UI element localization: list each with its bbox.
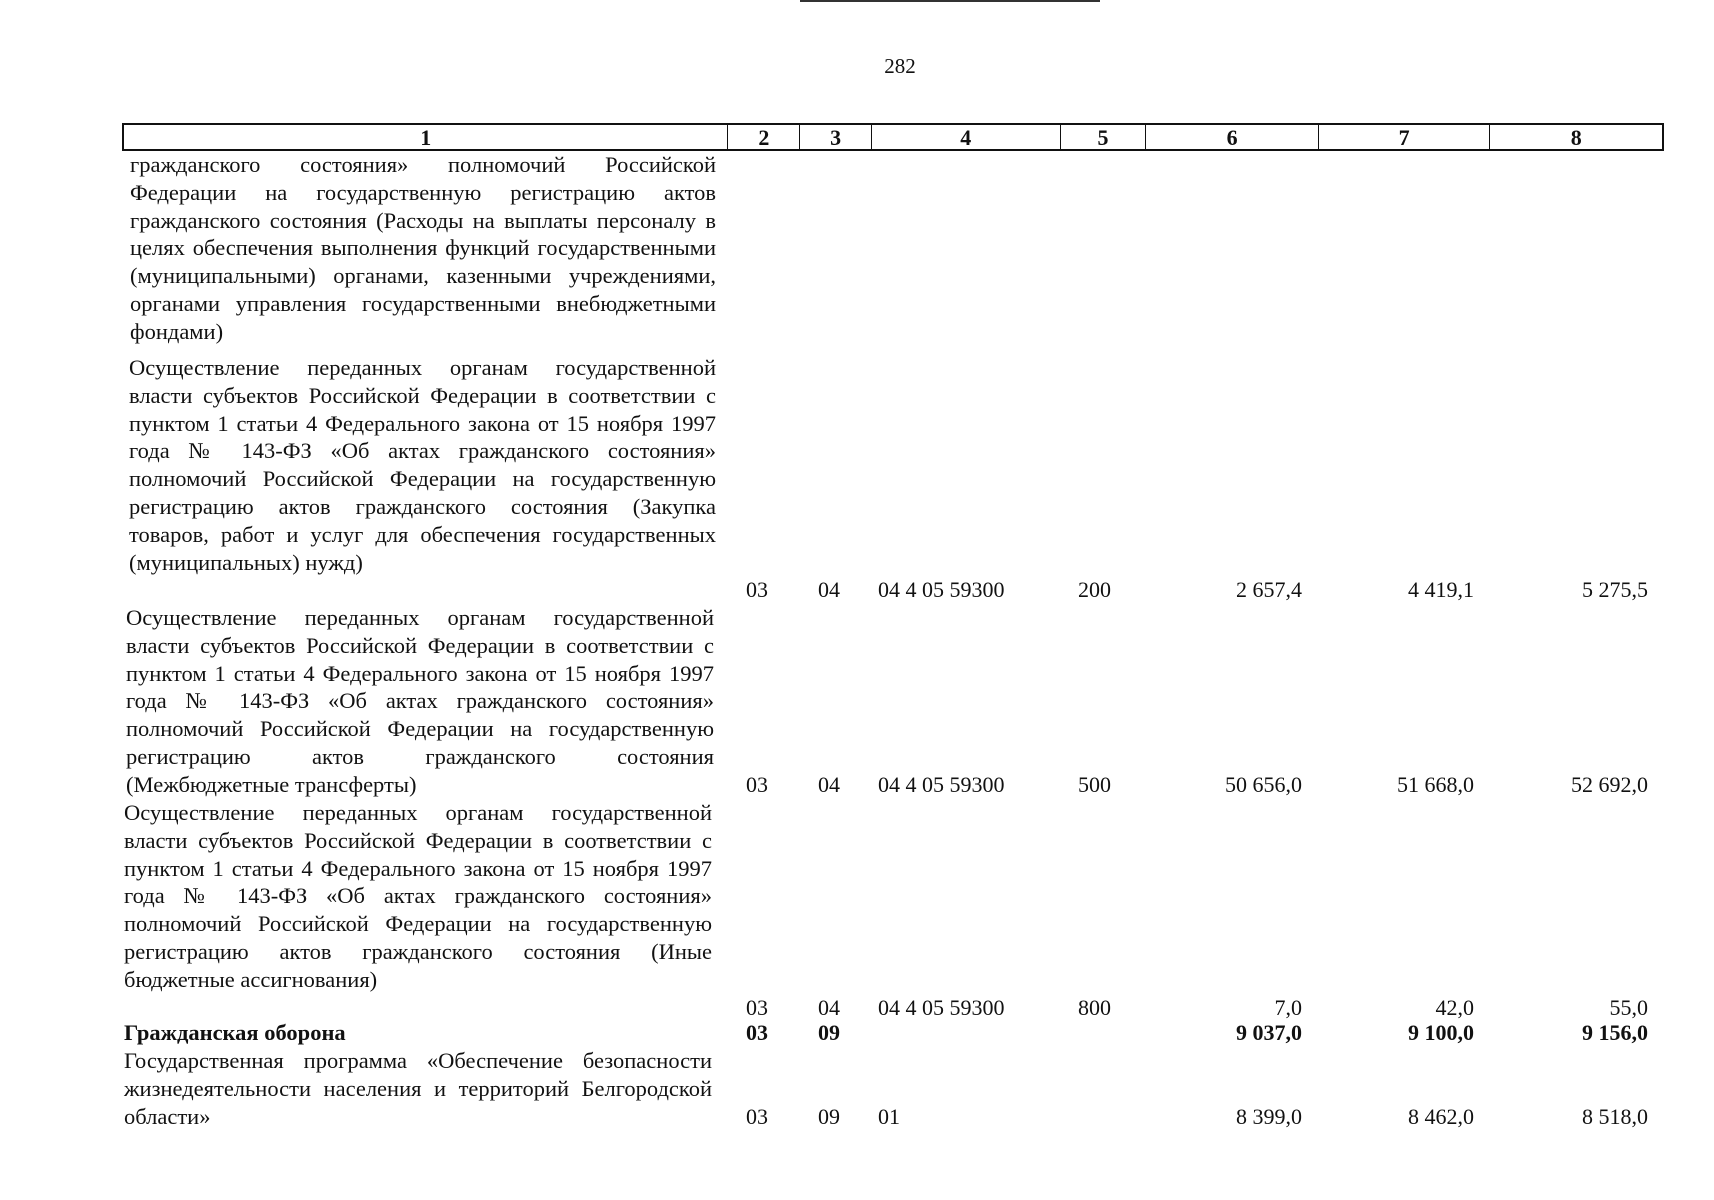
row-description: Осуществление переданных органам государственной власти субъектов Российской Федерации в соответствии с пунктом 1 статьи 4 Федерального закона от 15 ноября 1997 года № 143-ФЗ «Об актах гражданского состояния» полномочий Российской Федерации на государственную регистрацию актов гражданского состояния (Межбюджетные трансферты) — [126, 605, 714, 797]
row-target-code: 04 4 05 59300 — [878, 577, 1005, 602]
header-col-6: 6 — [1146, 125, 1319, 149]
row-amount-col8: 5 275,5 — [1582, 577, 1648, 602]
row-amount-col7: 51 668,0 — [1397, 772, 1474, 797]
row-amount-col6: 50 656,0 — [1225, 772, 1302, 797]
row-section: 03 — [746, 1020, 768, 1045]
row-amount-col6: 2 657,4 — [1236, 577, 1302, 602]
row-amount-col6: 7,0 — [1274, 995, 1302, 1020]
row-amount-col8: 55,0 — [1609, 995, 1648, 1020]
row-amount-col7: 8 462,0 — [1408, 1104, 1474, 1129]
top-rule — [800, 0, 1100, 2]
row-subsection: 09 — [818, 1104, 840, 1129]
row-section: 03 — [746, 772, 768, 797]
row-target-code: 04 4 05 59300 — [878, 995, 1005, 1020]
row-amount-col7: 4 419,1 — [1408, 577, 1474, 602]
row-description: гражданского состояния» полномочий Российской Федерации на государственную регистрацию актов гражданского состояния (Расходы на выплаты персоналу в целях обеспечения выполнения функций государственными (муниципальными) органами, казенными учреждениями, органами управления государственными внебюджетными фондами) — [130, 152, 716, 344]
row-description: Государственная программа «Обеспечение безопасности жизнедеятельности населения и территорий Белгородской области» — [124, 1048, 712, 1129]
row-subsection: 04 — [818, 772, 840, 797]
row-amount-col8: 9 156,0 — [1582, 1020, 1648, 1045]
row-section: 03 — [746, 1104, 768, 1129]
header-col-5: 5 — [1061, 125, 1147, 149]
row-amount-col6: 9 037,0 — [1236, 1020, 1302, 1045]
header-col-4: 4 — [872, 125, 1061, 149]
header-col-2: 2 — [728, 125, 800, 149]
page-number: 282 — [884, 54, 916, 78]
header-col-7: 7 — [1319, 125, 1491, 149]
row-amount-col8: 8 518,0 — [1582, 1104, 1648, 1129]
row-section: 03 — [746, 577, 768, 602]
row-amount-col7: 42,0 — [1435, 995, 1474, 1020]
table-header — [122, 123, 1664, 151]
row-description: Осуществление переданных органам государственной власти субъектов Российской Федерации в соответствии с пунктом 1 статьи 4 Федерального закона от 15 ноября 1997 года № 143-ФЗ «Об актах гражданского состояния» полномочий Российской Федерации на государственную регистрацию актов гражданского состояния (Закупка товаров, работ и услуг для обеспечения государственных (муниципальных) нужд) — [129, 355, 716, 575]
row-expense-type: 800 — [1078, 995, 1111, 1020]
row-expense-type: 500 — [1078, 772, 1111, 797]
row-amount-col7: 9 100,0 — [1408, 1020, 1474, 1045]
header-col-3: 3 — [800, 125, 872, 149]
row-section: 03 — [746, 995, 768, 1020]
row-target-code: 04 4 05 59300 — [878, 772, 1005, 797]
row-subsection: 04 — [818, 995, 840, 1020]
row-amount-col8: 52 692,0 — [1571, 772, 1648, 797]
row-description: Гражданская оборона — [124, 1020, 346, 1045]
row-expense-type: 200 — [1078, 577, 1111, 602]
row-subsection: 04 — [818, 577, 840, 602]
row-description: Осуществление переданных органам государственной власти субъектов Российской Федерации в соответствии с пунктом 1 статьи 4 Федерального закона от 15 ноября 1997 года № 143-ФЗ «Об актах гражданского состояния» полномочий Российской Федерации на государственную регистрацию актов гражданского состояния (Иные бюджетные ассигнования) — [124, 800, 712, 992]
header-col-1: 1 — [124, 125, 728, 149]
row-target-code: 01 — [878, 1104, 900, 1129]
row-amount-col6: 8 399,0 — [1236, 1104, 1302, 1129]
row-subsection: 09 — [818, 1020, 840, 1045]
header-col-8: 8 — [1570, 125, 1582, 150]
